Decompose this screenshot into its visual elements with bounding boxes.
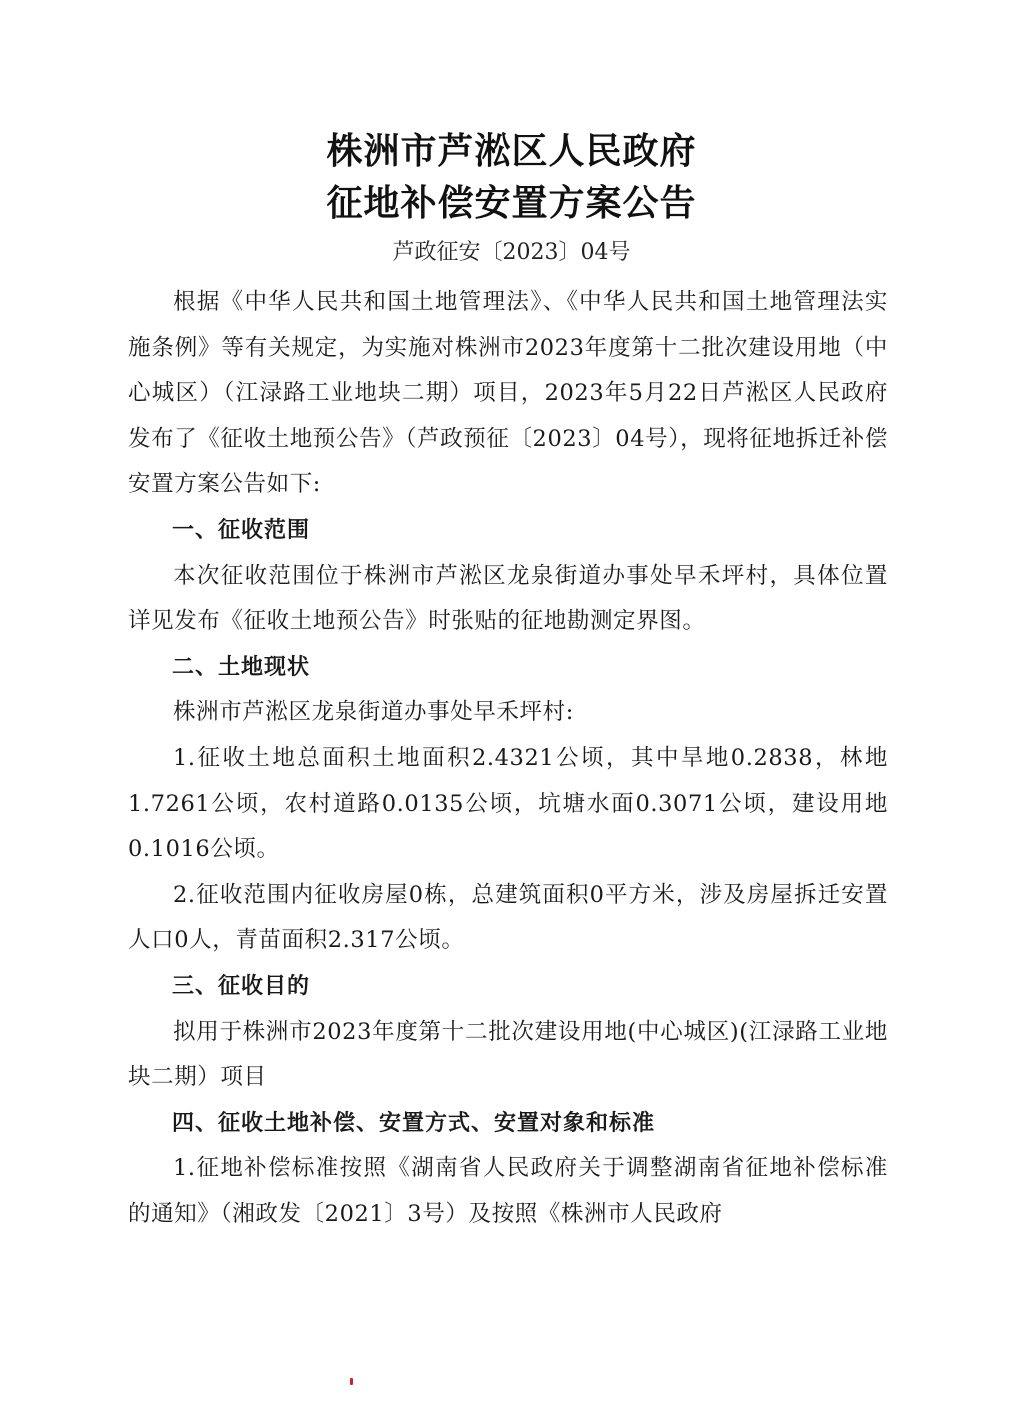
section-2-intro: 株洲市芦淞区龙泉街道办事处早禾坪村:	[173, 699, 574, 726]
document-body	[128, 280, 888, 1237]
red-ink-mark	[350, 1378, 353, 1385]
section-3-text: 拟用于株洲市2023年度第十二批次建设用地(中心城区)(江渌路工业地块二期）项目	[128, 1018, 888, 1091]
intro-paragraph: 根据《中华人民共和国土地管理法》、《中华人民共和国土地管理法实施条例》等有关规定，为实施对株洲市2023年度第十二批次建设用地（中心城区）（江渌路工业地块二期）项目，2023年5月22日芦淞区人民政府发布了《征收土地预公告》（芦政预征〔2023〕04号），现将征地拆迁补偿安置方案公告如下:	[128, 289, 888, 498]
title-block	[0, 128, 1023, 268]
document-number: 芦政征安〔2023〕04号	[392, 240, 631, 265]
section-2-heading: 二、土地现状	[172, 654, 311, 680]
section-4-heading: 四、征收土地补偿、安置方式、安置对象和标准	[172, 1110, 656, 1136]
section-3-heading: 三、征收目的	[172, 973, 311, 999]
section-1-heading: 一、征收范围	[172, 517, 311, 543]
section-2-item-1: 1.征收土地总面积土地面积2.4321公顷，其中旱地0.2838，林地1.7261公顷，农村道路0.0135公顷，坑塘水面0.3071公顷，建设用地0.1016公顷。	[128, 744, 888, 863]
document-title-line-1: 株洲市芦淞区人民政府	[326, 131, 697, 172]
document-title-line-2: 征地补偿安置方案公告	[326, 183, 697, 224]
section-4-item-1: 1.征地补偿标准按照《湖南省人民政府关于调整湖南省征地补偿标准的通知》（湘政发〔2021〕3号）及按照《株洲市人民政府	[128, 1155, 888, 1227]
section-2-item-2: 2.征收范围内征收房屋0栋，总建筑面积0平方米，涉及房屋拆迁安置人口0人，青苗面积2.317公顷。	[128, 881, 888, 954]
section-1-text: 本次征收范围位于株洲市芦淞区龙泉街道办事处早禾坪村，具体位置详见发布《征收土地预公告》时张贴的征地勘测定界图。	[128, 562, 888, 635]
